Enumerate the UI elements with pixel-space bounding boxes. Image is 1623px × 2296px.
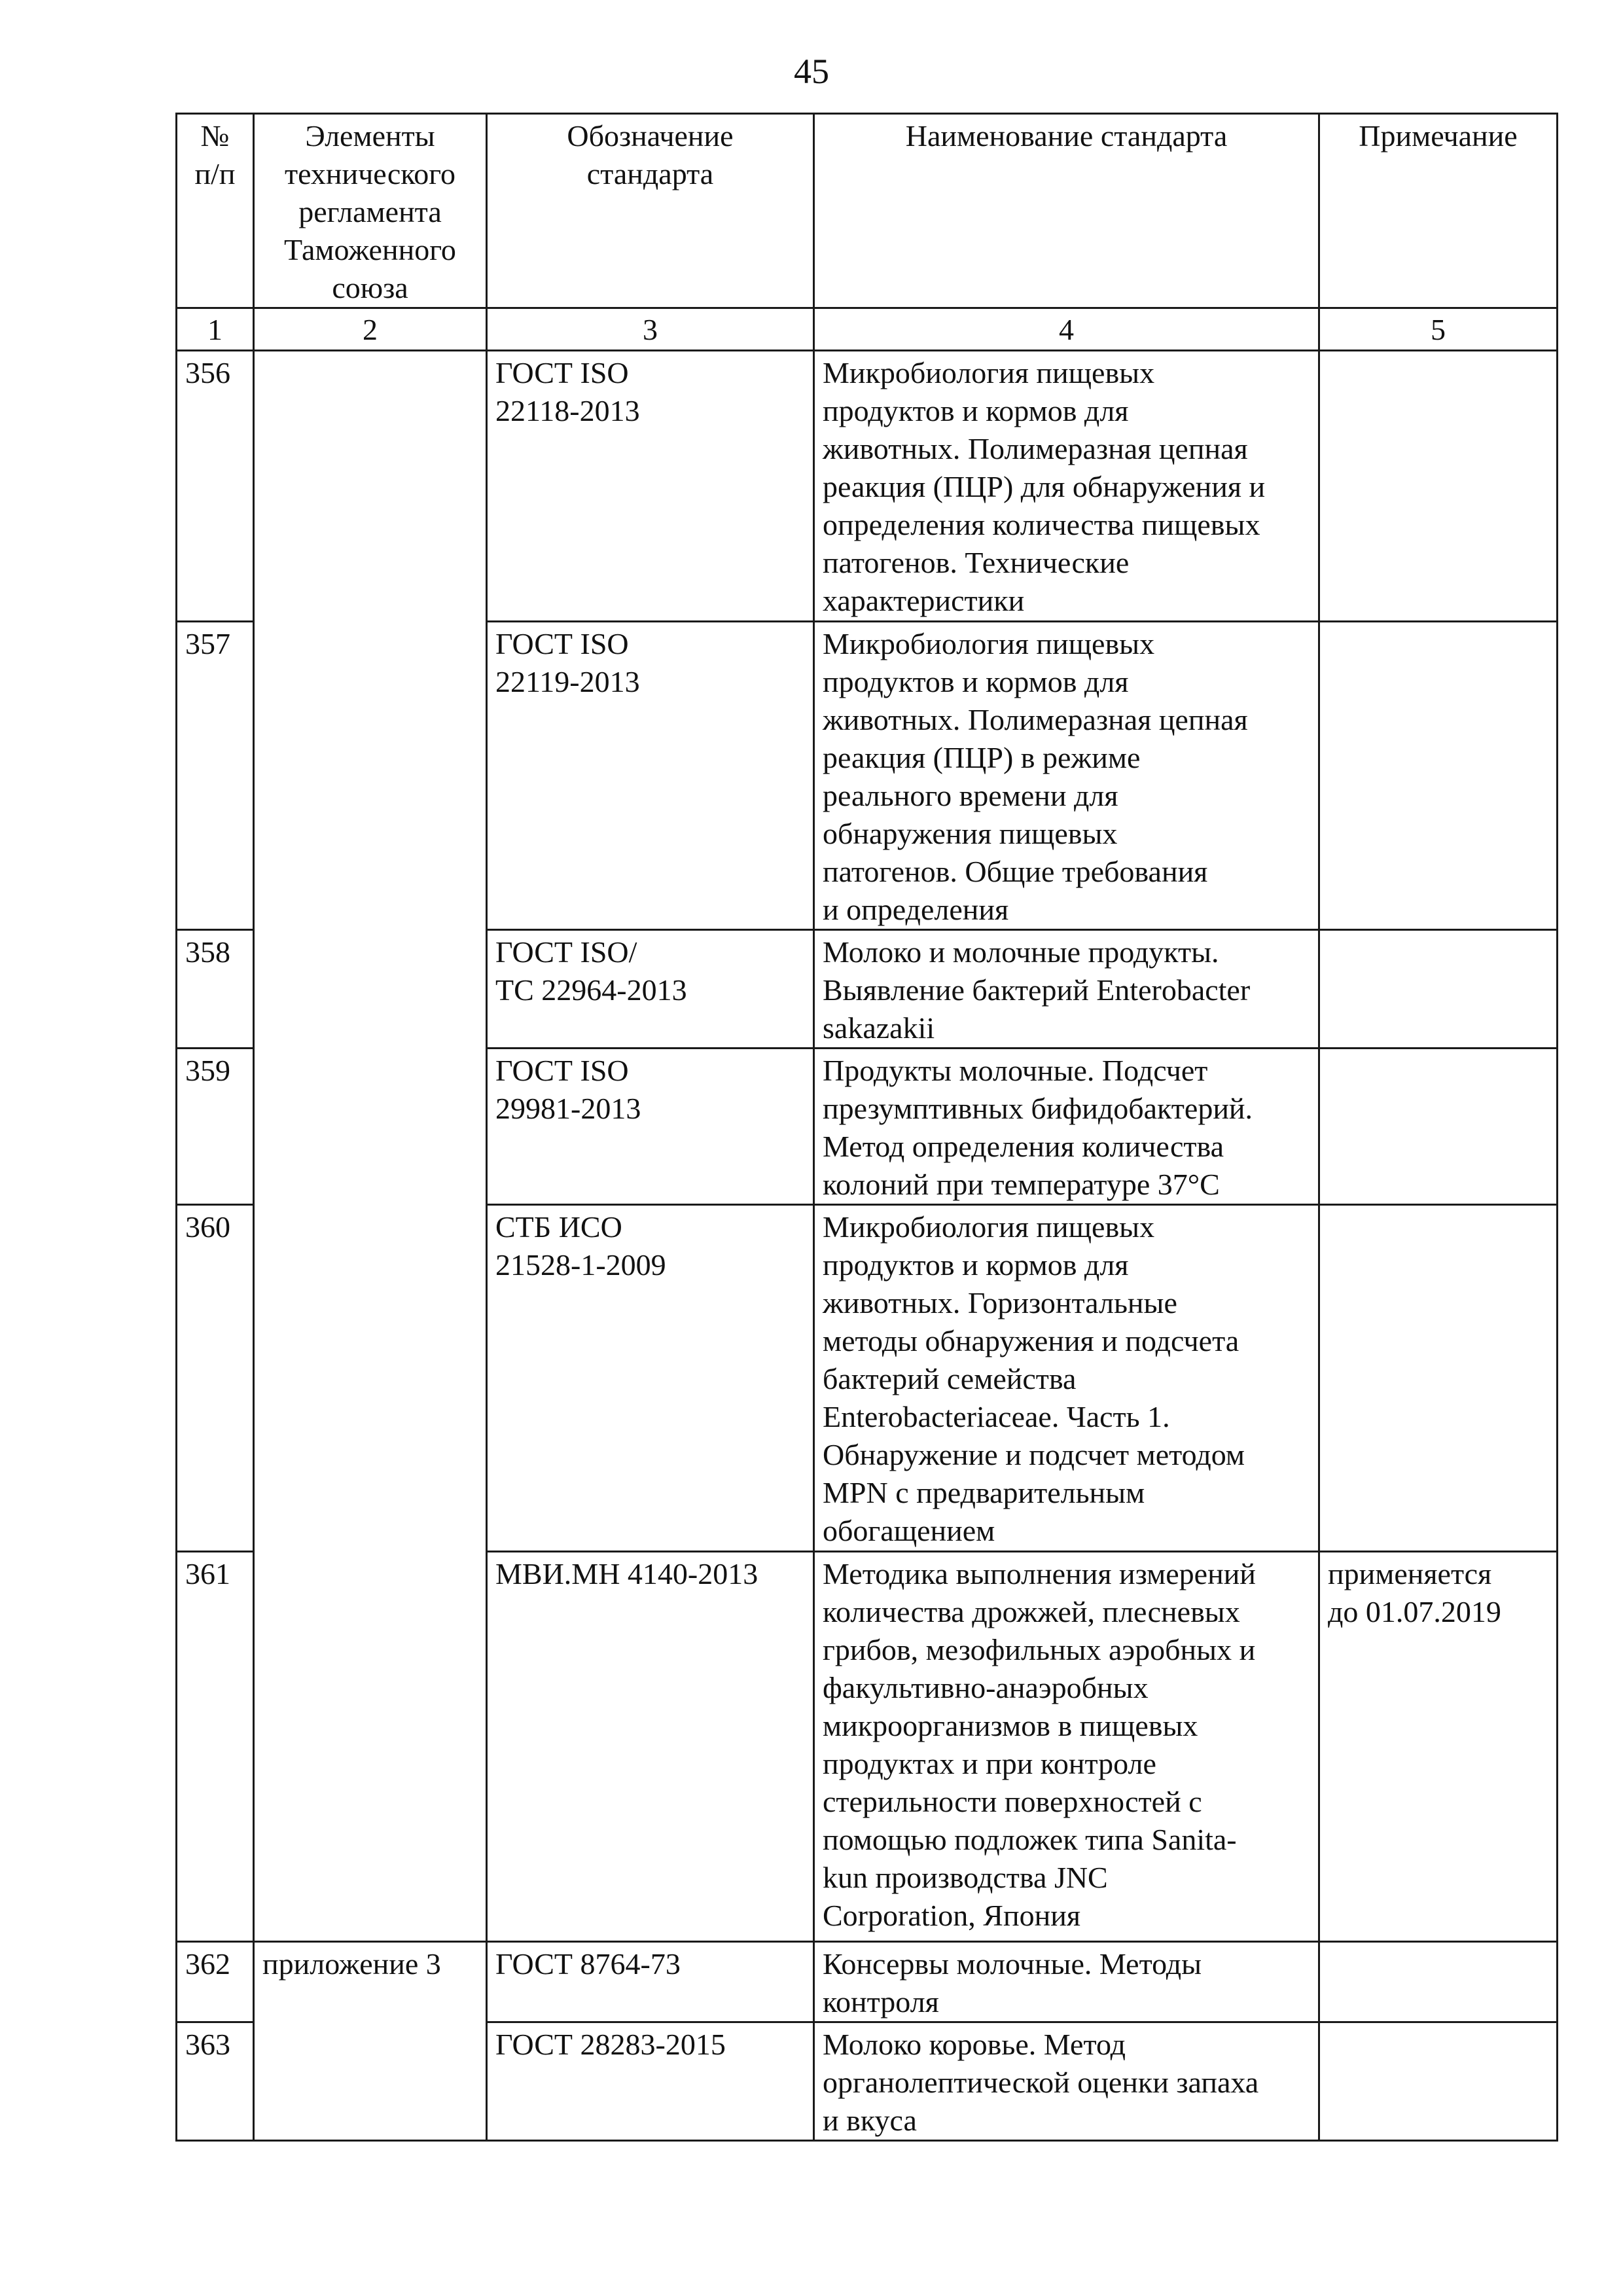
table-row [177,351,1558,622]
row-number: 356 [177,351,254,622]
note-cell [1319,1942,1558,2022]
standard-name: Микробиология пищевых продуктов и кормов для животных. Горизонтальные методы обнаружения и подсчета бактерий семейства Enterobacteriaceae. Часть 1. Обнаружение и подсчет методом MPN с предварительным обогащением [814,1205,1319,1552]
row-number: 361 [177,1552,254,1942]
note-cell [1319,2022,1558,2141]
header-standard-designation: Обозначение стандарта [487,114,814,308]
row-number: 360 [177,1205,254,1552]
row-number: 362 [177,1942,254,2022]
regulation-element-cell: приложение 3 [254,1942,487,2141]
note-cell [1319,1205,1558,1552]
table-header-row [177,114,1558,308]
standard-designation: ГОСТ ISO 22119-2013 [487,622,814,930]
standard-name: Консервы молочные. Методы контроля [814,1942,1319,2022]
standard-name: Микробиология пищевых продуктов и кормов для животных. Полимеразная цепная реакция (ПЦР) в режиме реального времени для обнаружения пищевых патогенов. Общие требования и определения [814,622,1319,930]
header-note: Примечание [1319,114,1558,308]
standard-name: Микробиология пищевых продуктов и кормов для животных. Полимеразная цепная реакция (ПЦР) для обнаружения и определения количества пищевых патогенов. Технические характеристики [814,351,1319,622]
column-number: 3 [487,308,814,351]
row-number: 359 [177,1049,254,1205]
standard-name: Методика выполнения измерений количества дрожжей, плесневых грибов, мезофильных аэробных и факультивно-анаэробных микроорганизмов в пищевых продуктах и при контроле стерильности поверхностей с помощью подложек типа Sanita- kun производства JNC Corporation, Япония [814,1552,1319,1942]
header-standard-name: Наименование стандарта [814,114,1319,308]
column-number: 4 [814,308,1319,351]
standard-name: Молоко коровье. Метод органолептической оценки запаха и вкуса [814,2022,1319,2141]
note-cell [1319,351,1558,622]
row-number: 357 [177,622,254,930]
standard-designation: ГОСТ ISO/ TC 22964-2013 [487,930,814,1049]
column-number: 5 [1319,308,1558,351]
row-number: 358 [177,930,254,1049]
column-number: 2 [254,308,487,351]
regulation-element-cell [254,351,487,1942]
header-regulation-elements: Элементы технического регламента Таможенного союза [254,114,487,308]
note-cell [1319,930,1558,1049]
standard-designation: ГОСТ ISO 29981-2013 [487,1049,814,1205]
standard-designation: МВИ.МН 4140-2013 [487,1552,814,1942]
column-numbers-row [177,308,1558,351]
standard-designation: ГОСТ 28283-2015 [487,2022,814,2141]
standard-designation: СТБ ИСО 21528-1-2009 [487,1205,814,1552]
standards-table [175,113,1558,2142]
note-cell [1319,622,1558,930]
note-cell [1319,1049,1558,1205]
page-number: 45 [794,52,829,91]
header-number: № п/п [177,114,254,308]
standard-designation: ГОСТ 8764-73 [487,1942,814,2022]
column-number: 1 [177,308,254,351]
table-row [177,1942,1558,2022]
standard-designation: ГОСТ ISO 22118-2013 [487,351,814,622]
note-cell: применяется до 01.07.2019 [1319,1552,1558,1942]
standard-name: Продукты молочные. Подсчет презумптивных бифидобактерий. Метод определения количества колоний при температуре 37°С [814,1049,1319,1205]
standard-name: Молоко и молочные продукты. Выявление бактерий Enterobacter sakazakii [814,930,1319,1049]
row-number: 363 [177,2022,254,2141]
